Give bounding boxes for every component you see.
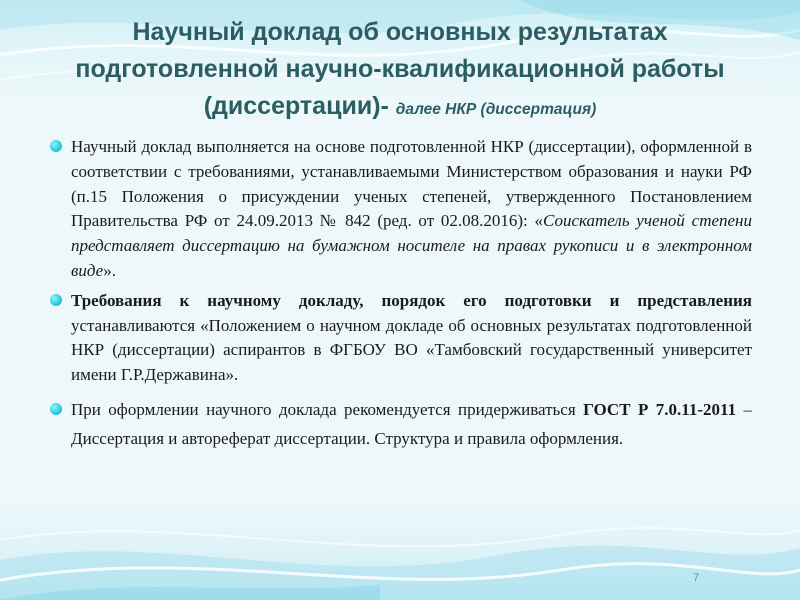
bullet-bold-text: ГОСТ Р 7.0.11-2011 — [583, 399, 737, 419]
bullet-text: устанавливаются «Положением о научном докладе об основных результатах подготовленной НКР (диссертации) аспирантов в ФГБОУ ВО «Тамбовский государственный университет имени Г.Р.Державина». — [71, 315, 752, 385]
bullet-italic-quote: Соискатель ученой степени представляет диссертацию на бумажном носителе на правах рукописи и в электронном виде — [71, 211, 752, 280]
page-number: 7 — [692, 572, 700, 584]
bullet-marker-icon — [50, 294, 62, 306]
bullet-marker-icon — [50, 140, 62, 152]
bullet-item — [50, 395, 752, 454]
bullet-list — [50, 135, 752, 454]
bullet-bold-text: Требования к научному докладу, порядок его подготовки и представления — [71, 290, 752, 310]
bullet-item — [50, 135, 752, 284]
slide-title — [60, 14, 740, 128]
bullet-text: Научный доклад выполняется на основе подготовленной НКР (диссертации), оформленной в соответствии с требованиями, устанавливаемыми Министерством образования и науки РФ (п.15 Положения о присуждении ученых степеней, утвержденного Постановлением Правительства РФ от 24.09.2013 № 842 (ред. от 02.08.2016): « — [71, 137, 752, 231]
bullet-marker-icon — [50, 403, 62, 415]
title-subtitle: далее НКР (диссертация) — [395, 101, 597, 118]
bullet-text-end: ». — [103, 260, 116, 280]
bullet-item — [50, 289, 752, 388]
title-main: Научный доклад об основных результатах подготовленной научно-квалификационной работы (диссертации)- — [75, 18, 725, 120]
bullet-text-end: – Диссертация и автореферат диссертации. Структура и правила оформления. — [71, 399, 753, 449]
bullet-text: При оформлении научного доклада рекомендуется придерживаться — [71, 399, 584, 419]
